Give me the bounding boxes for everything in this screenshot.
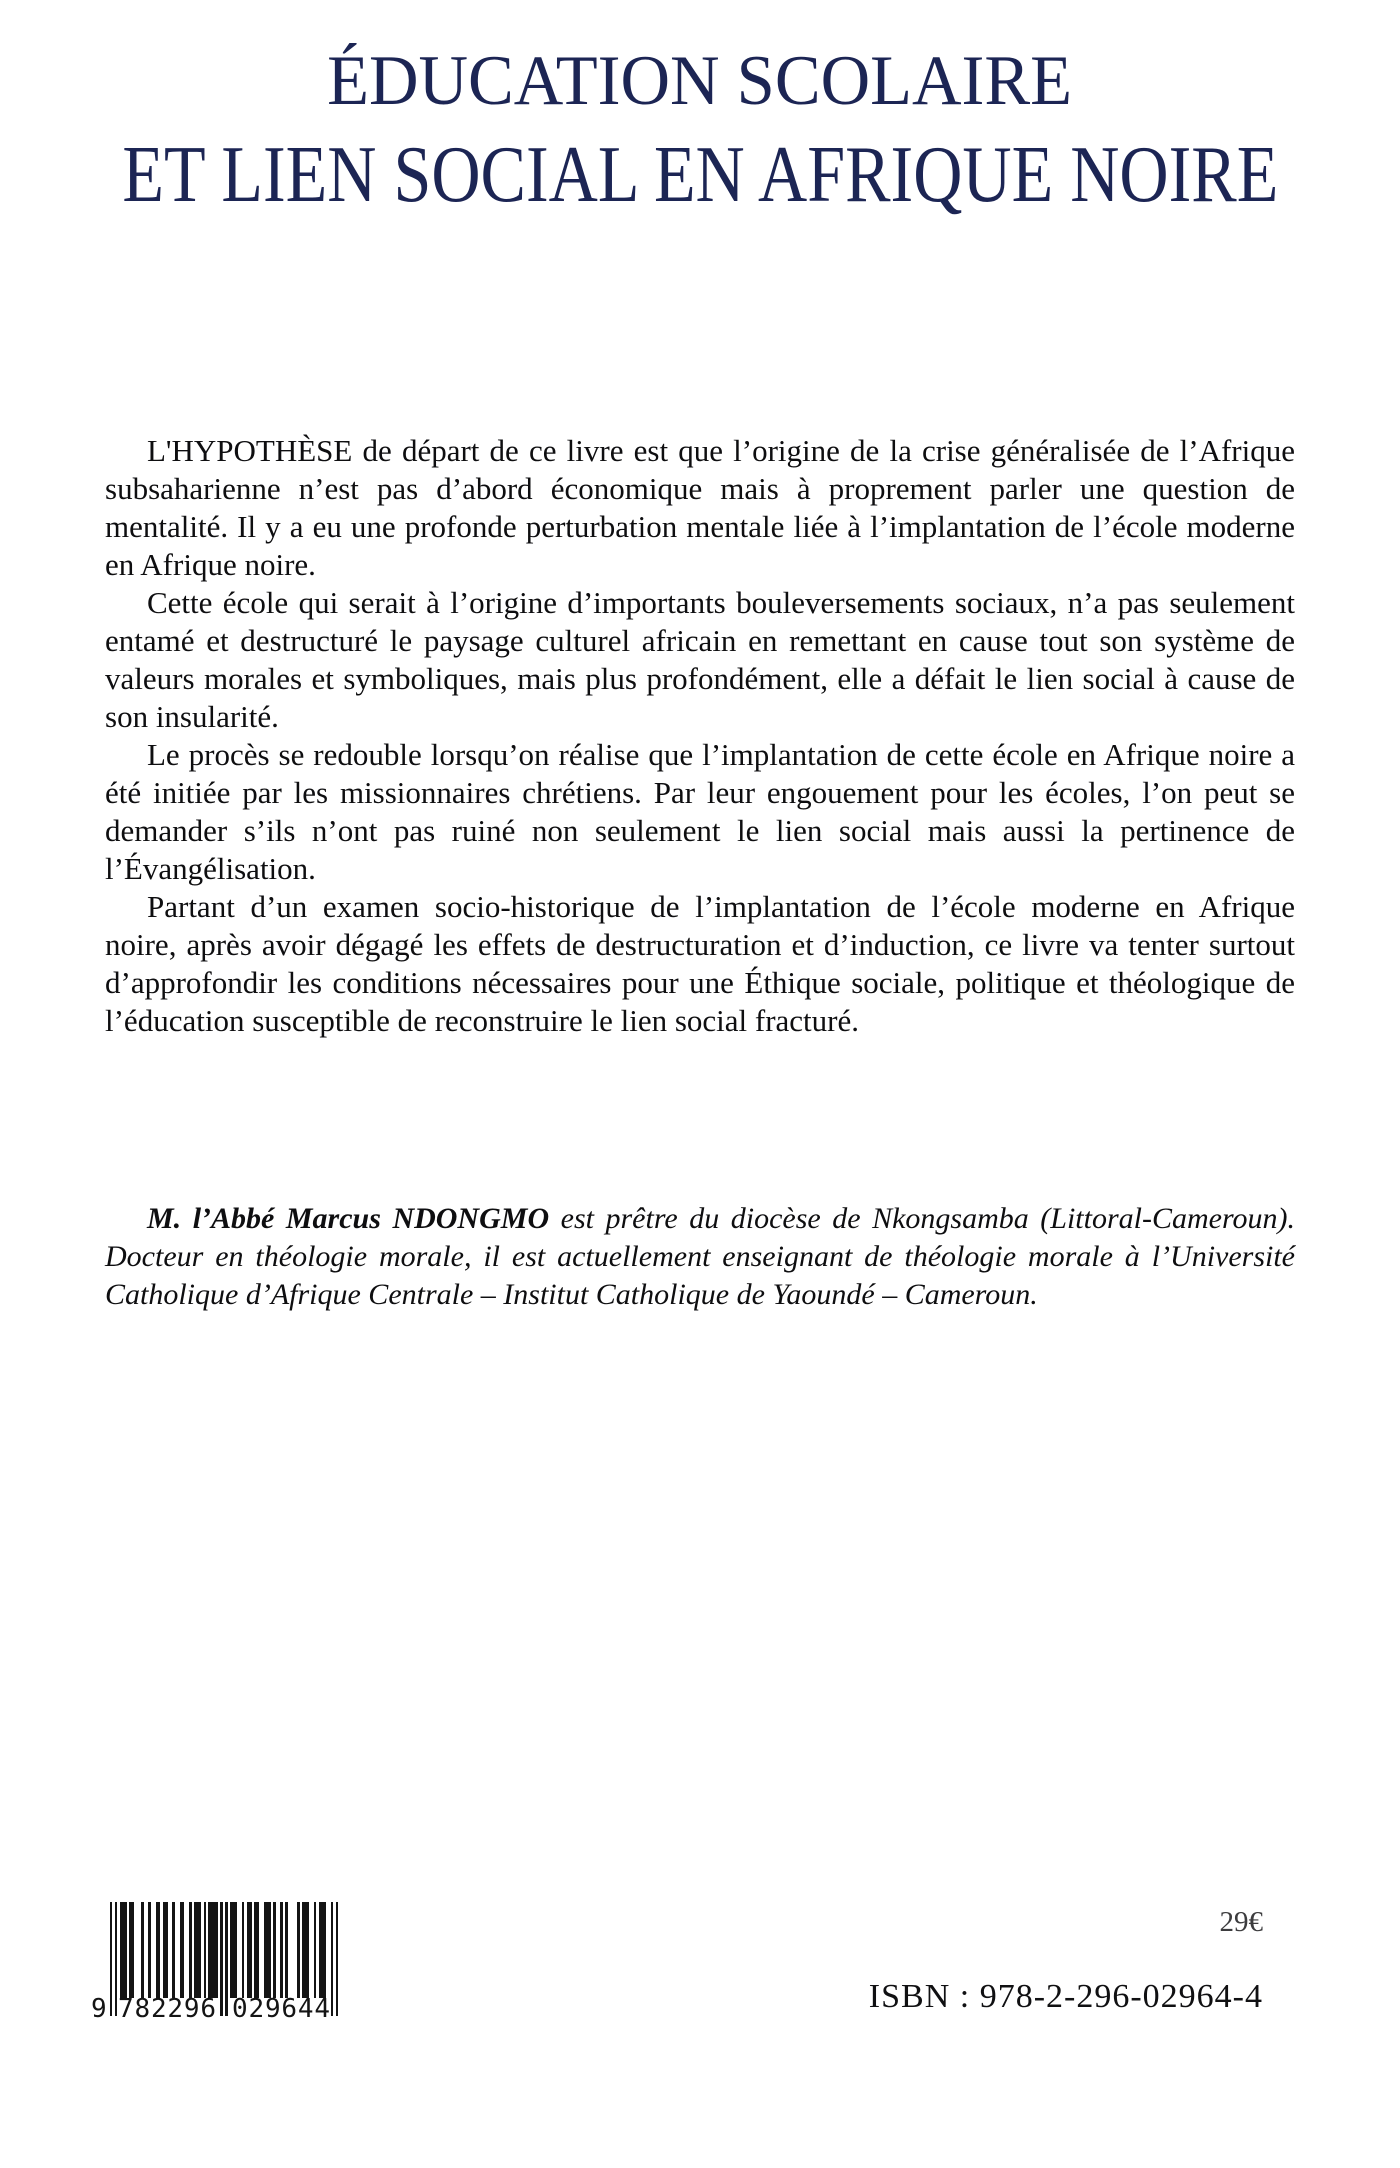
barcode-digit: 4 [297, 1994, 314, 2024]
barcode-bar [254, 1902, 259, 1998]
author-bio-text: est prêtre du diocèse de Nkongsamba (Littoral-Cameroun). Docteur en théologie morale, il est actuellement enseignant de théologie morale à l’Université Catholique d’Afrique Centrale – Institut Catholique de Yaoundé – Cameroun. [105, 1202, 1296, 1311]
barcode-bar [280, 1902, 282, 1998]
ean13-barcode [91, 1902, 338, 2024]
title-line-2: ET LIEN SOCIAL EN AFRIQUE NOIRE [121, 129, 1278, 219]
barcode-digit: 4 [314, 1994, 330, 2024]
barcode-bar [297, 1902, 299, 1998]
barcode-bar [156, 1902, 161, 1998]
barcode-bar [120, 1902, 127, 1998]
barcode-digit: 2 [248, 1994, 265, 2024]
barcode-digit: 7 [118, 1994, 134, 2024]
isbn-label: ISBN : 978-2-296-02964-4 [868, 1978, 1263, 2015]
synopsis-paragraph: Partant d’un examen socio-historique de l’implantation de l’école moderne en Afrique noire, après avoir dégagé les effets de destructuration et d’induction, ce livre va tenter surtout d’approfondir les conditions nécessaires pour une Éthique sociale, politique et théologique de l’éducation susceptible de reconstruire le lien social fracturé. [105, 889, 1295, 1038]
synopsis-paragraph: L'HYPOTHÈSE de départ de ce livre est que l’origine de la crise généralisée de l’Afrique subsaharienne n’est pas d’abord économique mais à proprement parler une question de mentalité. Il y a eu une profonde perturbation mentale liée à l’implantation de l’école moderne en Afrique noire. [105, 433, 1295, 582]
title-line-1: ÉDUCATION SCOLAIRE [327, 42, 1073, 120]
price-label: 29€ [1219, 1906, 1263, 1938]
synopsis [105, 432, 1295, 1040]
barcode-digit: 6 [281, 1994, 298, 2024]
author-bio-paragraph [105, 1200, 1295, 1314]
barcode-bar [208, 1902, 218, 1998]
title-line-1-wrap [0, 42, 1400, 120]
barcode-bar [319, 1902, 326, 1998]
barcode-digits [91, 1994, 338, 2024]
barcode-digit: 9 [264, 1994, 281, 2024]
barcode-digits-right [232, 1996, 330, 2022]
barcode-bar [141, 1902, 143, 1998]
barcode-digit: 2 [167, 1994, 184, 2024]
barcode-digit: 0 [232, 1994, 248, 2024]
barcode-bar [264, 1902, 271, 1998]
barcode-digit-first: 9 [91, 1994, 107, 2024]
barcode-bar [285, 1902, 287, 1998]
barcode-bar [302, 1902, 309, 1998]
author-bio [105, 1200, 1295, 1314]
barcode-bar [194, 1902, 201, 1998]
barcode-bar [180, 1902, 185, 1998]
barcode-digit: 9 [183, 1994, 200, 2024]
barcode-bar [230, 1902, 237, 1998]
synopsis-paragraph: Le procès se redouble lorsqu’on réalise que l’implantation de cette école en Afrique noire a été initiée par les missionnaires chrétiens. Par leur engouement pour les écoles, l’on peut se demander s’ils n’ont pas ruiné non seulement le lien social mais aussi la pertinence de l’Évangélisation. [105, 737, 1295, 886]
barcode-bar [129, 1902, 134, 1998]
barcode-bar [148, 1902, 150, 1998]
author-name: M. l’Abbé Marcus NDONGMO [147, 1202, 550, 1235]
barcode-digit: 2 [150, 1994, 167, 2024]
barcode-bar [247, 1902, 252, 1998]
barcode-bar [273, 1902, 275, 1998]
barcode-digit: 6 [200, 1994, 216, 2024]
title-line-2-wrap [0, 129, 1400, 219]
barcode-bar [242, 1902, 244, 1998]
barcode-bar [163, 1902, 168, 1998]
barcode-digits-left [118, 1996, 216, 2022]
barcode-bar [204, 1902, 206, 1998]
barcode-digit: 8 [134, 1994, 151, 2024]
barcode-bar [172, 1902, 174, 1998]
barcode-bar [189, 1902, 191, 1998]
synopsis-paragraph: Cette école qui serait à l’origine d’importants bouleversements sociaux, n’a pas seulement entamé et destructuré le paysage culturel africain en remettant en cause tout son système de valeurs morales et symboliques, mais plus profondément, elle a défait le lien social à cause de son insularité. [105, 585, 1295, 734]
barcode-bar [314, 1902, 316, 1998]
